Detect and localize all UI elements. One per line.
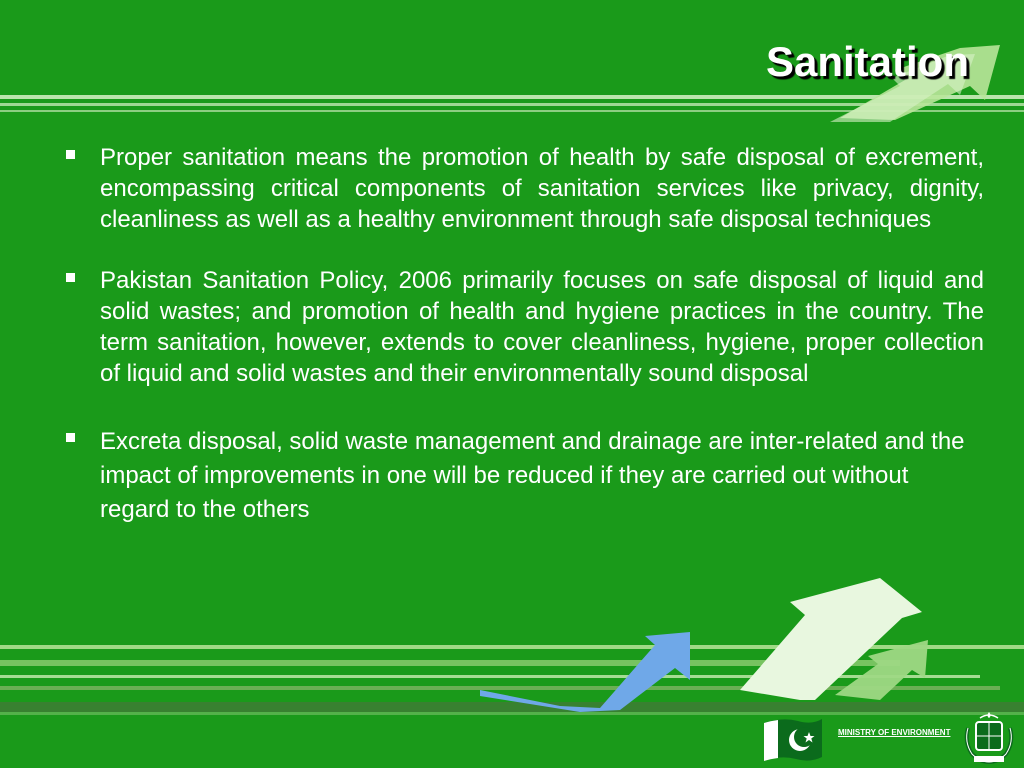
bullet-item xyxy=(62,265,984,389)
state-emblem-icon xyxy=(962,708,1016,766)
bullet-text: Excreta disposal, solid waste management and drainage are inter-related and the impact of improvements in one will be reduced if they are carried out without regard to the others xyxy=(100,428,965,523)
bullet-text: Pakistan Sanitation Policy, 2006 primarily focuses on safe disposal of liquid and solid wastes; and promotion of health and hygiene practices in the country. The term sanitation, however, extends to cover cleanliness, hygiene, proper collection of liquid and solid wastes and their environmentally sound disposal xyxy=(100,267,984,387)
pakistan-flag-icon xyxy=(762,715,824,765)
square-bullet-icon xyxy=(66,150,75,159)
square-bullet-icon xyxy=(66,273,75,282)
ministry-label: MINISTRY OF ENVIRONMENT xyxy=(838,728,951,737)
bullet-list xyxy=(62,142,984,527)
bullet-item xyxy=(62,425,984,527)
slide-title: Sanitation xyxy=(765,38,969,85)
square-bullet-icon xyxy=(66,433,75,442)
bullet-item xyxy=(62,142,984,235)
bullet-text: Proper sanitation means the promotion of health by safe disposal of excrement, encompassing critical components of sanitation services like privacy, dignity, cleanliness as well as a healthy environment through safe disposal techniques xyxy=(100,144,984,233)
